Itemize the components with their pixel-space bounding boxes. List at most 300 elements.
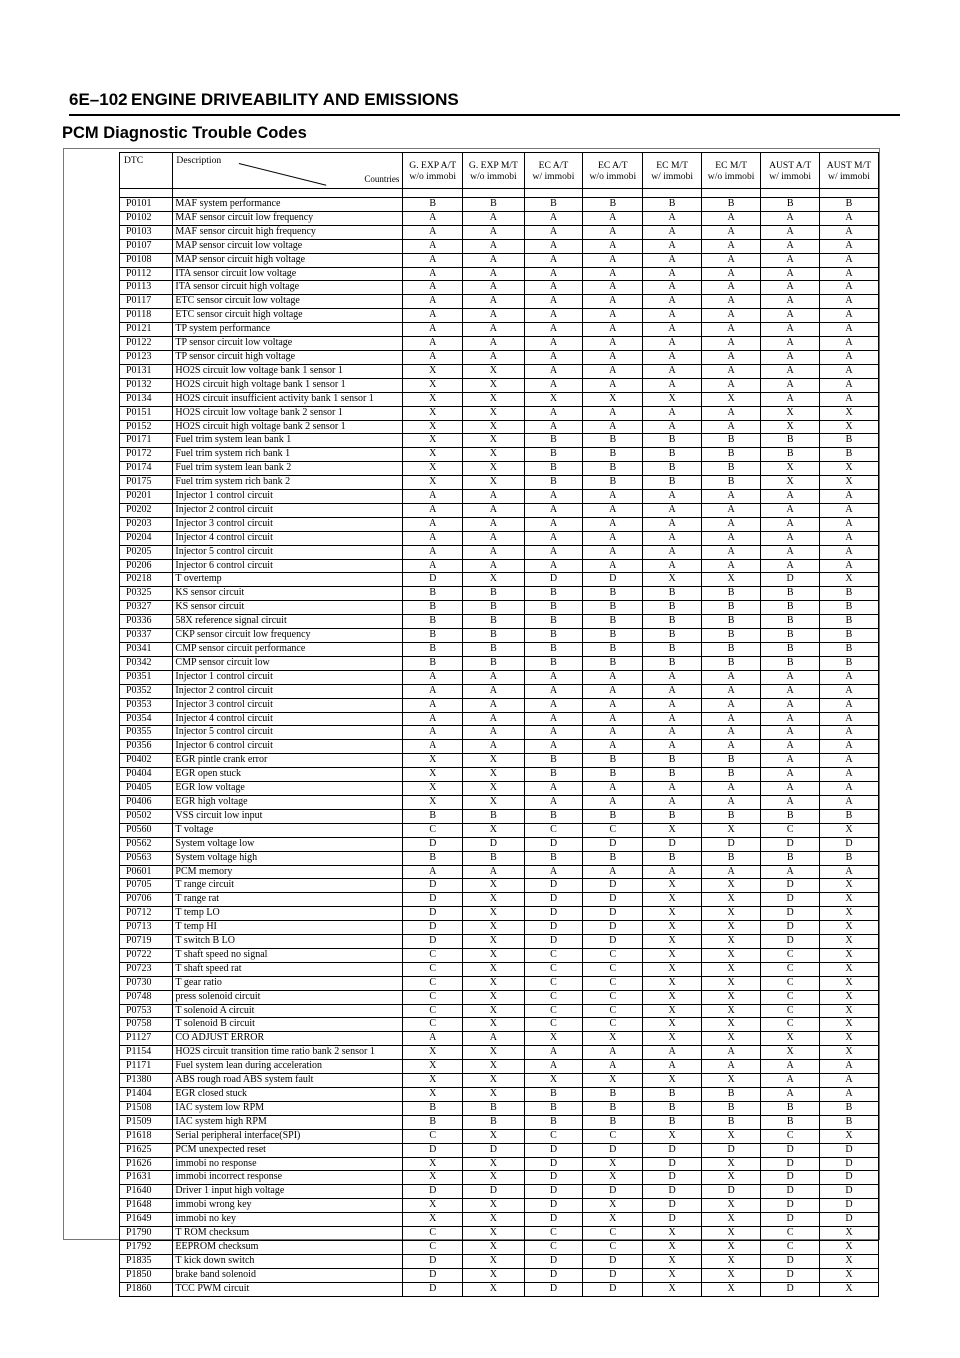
dtc-code-cell: P1404	[120, 1088, 173, 1102]
status-cell: A	[583, 225, 643, 239]
status-cell: B	[583, 448, 643, 462]
status-cell: D	[403, 1254, 463, 1268]
status-cell: A	[701, 684, 761, 698]
status-cell: A	[761, 239, 819, 253]
status-cell: C	[583, 1129, 643, 1143]
status-cell: B	[583, 434, 643, 448]
status-cell: B	[403, 1101, 463, 1115]
status-cell: A	[403, 698, 463, 712]
status-cell: X	[463, 948, 525, 962]
status-cell: A	[643, 239, 701, 253]
status-cell: A	[403, 295, 463, 309]
status-cell: X	[819, 907, 878, 921]
status-cell: B	[643, 601, 701, 615]
status-cell: A	[819, 698, 878, 712]
description-cell: MAF sensor circuit high frequency	[173, 225, 403, 239]
status-cell: A	[819, 211, 878, 225]
status-cell: X	[643, 392, 701, 406]
status-cell: A	[643, 782, 701, 796]
status-cell: B	[643, 851, 701, 865]
status-cell: X	[403, 476, 463, 490]
status-cell: B	[524, 656, 582, 670]
dtc-code-cell: P1835	[120, 1254, 173, 1268]
status-cell: X	[819, 1032, 878, 1046]
status-cell: A	[761, 712, 819, 726]
table-row	[120, 1213, 879, 1227]
status-cell: A	[701, 337, 761, 351]
status-cell: A	[524, 726, 582, 740]
dtc-code-cell: P0353	[120, 698, 173, 712]
table-row	[120, 893, 879, 907]
status-cell: B	[701, 1088, 761, 1102]
status-cell: A	[819, 545, 878, 559]
market-line-1: EC M/T	[715, 159, 747, 171]
status-cell: A	[403, 239, 463, 253]
table-row	[120, 531, 879, 545]
dtc-code-cell: P0713	[120, 921, 173, 935]
table-row	[120, 935, 879, 949]
description-cell: Injector 2 control circuit	[173, 684, 403, 698]
status-cell: X	[819, 962, 878, 976]
status-cell: X	[643, 948, 701, 962]
status-cell: X	[463, 476, 525, 490]
status-cell: A	[463, 684, 525, 698]
description-cell: immobi wrong key	[173, 1199, 403, 1213]
status-cell: A	[701, 364, 761, 378]
status-cell: B	[819, 1101, 878, 1115]
status-cell: X	[761, 420, 819, 434]
status-cell: A	[463, 490, 525, 504]
status-cell: B	[701, 1115, 761, 1129]
status-cell: X	[701, 879, 761, 893]
status-cell: B	[761, 1115, 819, 1129]
status-cell: X	[463, 392, 525, 406]
status-cell: B	[583, 1101, 643, 1115]
status-cell: A	[819, 670, 878, 684]
status-cell: A	[583, 1046, 643, 1060]
status-cell: A	[701, 420, 761, 434]
status-cell: X	[819, 990, 878, 1004]
status-cell: A	[761, 698, 819, 712]
table-row	[120, 837, 879, 851]
dtc-code-cell: P0202	[120, 503, 173, 517]
status-cell: A	[819, 364, 878, 378]
dtc-code-cell: P0402	[120, 754, 173, 768]
status-cell: B	[524, 1088, 582, 1102]
status-cell: A	[583, 1060, 643, 1074]
description-cell: ETC sensor circuit high voltage	[173, 309, 403, 323]
status-cell: C	[524, 823, 582, 837]
status-cell: D	[524, 1157, 582, 1171]
status-cell: A	[583, 726, 643, 740]
status-cell: A	[819, 517, 878, 531]
status-cell: B	[701, 198, 761, 212]
description-cell: T shaft speed no signal	[173, 948, 403, 962]
table-row	[120, 559, 879, 573]
status-cell: A	[524, 309, 582, 323]
status-cell: A	[583, 281, 643, 295]
status-cell: A	[701, 865, 761, 879]
status-cell: X	[403, 1060, 463, 1074]
table-row	[120, 656, 879, 670]
status-cell: A	[819, 490, 878, 504]
status-cell: A	[701, 712, 761, 726]
status-cell: A	[701, 1060, 761, 1074]
status-cell: C	[583, 976, 643, 990]
status-cell: B	[583, 851, 643, 865]
status-cell: A	[583, 323, 643, 337]
status-cell: A	[701, 281, 761, 295]
status-cell: A	[463, 865, 525, 879]
status-cell: A	[524, 420, 582, 434]
status-cell: X	[463, 823, 525, 837]
status-cell: A	[463, 531, 525, 545]
status-cell: A	[701, 698, 761, 712]
status-cell: D	[583, 921, 643, 935]
status-cell: A	[403, 684, 463, 698]
status-cell: A	[701, 350, 761, 364]
status-cell: A	[819, 782, 878, 796]
status-cell: A	[403, 517, 463, 531]
status-cell: B	[761, 601, 819, 615]
description-cell: Injector 1 control circuit	[173, 670, 403, 684]
table-row	[120, 1074, 879, 1088]
status-cell: A	[463, 1032, 525, 1046]
status-cell: D	[524, 893, 582, 907]
status-cell: A	[524, 323, 582, 337]
status-cell: A	[524, 712, 582, 726]
dtc-code-cell: P0171	[120, 434, 173, 448]
status-cell: B	[524, 754, 582, 768]
status-cell: X	[463, 768, 525, 782]
status-cell: D	[643, 1171, 701, 1185]
status-cell: A	[819, 239, 878, 253]
status-cell: B	[463, 809, 525, 823]
status-cell: A	[761, 545, 819, 559]
table-row	[120, 448, 879, 462]
status-cell: X	[819, 1129, 878, 1143]
description-cell: EGR open stuck	[173, 768, 403, 782]
status-cell: A	[583, 337, 643, 351]
dtc-code-cell: P0103	[120, 225, 173, 239]
status-cell: A	[403, 726, 463, 740]
status-cell: X	[463, 378, 525, 392]
status-cell: X	[701, 990, 761, 1004]
description-cell: KS sensor circuit	[173, 587, 403, 601]
status-cell: A	[403, 865, 463, 879]
description-cell: KS sensor circuit	[173, 601, 403, 615]
table-row	[120, 1171, 879, 1185]
status-cell: X	[524, 1032, 582, 1046]
status-cell: B	[403, 587, 463, 601]
status-cell: B	[701, 851, 761, 865]
status-cell: X	[643, 1074, 701, 1088]
status-cell: B	[524, 1115, 582, 1129]
status-cell: A	[761, 490, 819, 504]
status-cell: A	[761, 364, 819, 378]
status-cell: X	[643, 1227, 701, 1241]
column-header-market	[761, 153, 819, 189]
status-cell: X	[761, 462, 819, 476]
status-cell: A	[583, 782, 643, 796]
status-cell: A	[524, 782, 582, 796]
table-row	[120, 503, 879, 517]
status-cell: A	[524, 517, 582, 531]
status-cell: B	[701, 476, 761, 490]
status-cell: A	[403, 490, 463, 504]
status-cell: A	[761, 225, 819, 239]
status-cell: X	[463, 893, 525, 907]
status-cell: C	[524, 1240, 582, 1254]
status-cell: A	[643, 281, 701, 295]
status-cell: A	[701, 1046, 761, 1060]
description-cell: T temp LO	[173, 907, 403, 921]
status-cell: D	[524, 1171, 582, 1185]
status-cell: A	[643, 323, 701, 337]
status-cell: C	[524, 1227, 582, 1241]
description-cell: CO ADJUST ERROR	[173, 1032, 403, 1046]
dtc-code-cell: P0753	[120, 1004, 173, 1018]
status-cell: X	[819, 573, 878, 587]
status-cell: D	[524, 1254, 582, 1268]
dtc-code-cell: P0172	[120, 448, 173, 462]
status-cell: B	[463, 601, 525, 615]
status-cell: A	[643, 253, 701, 267]
description-cell: HO2S circuit transition time ratio bank 2 sensor 1	[173, 1046, 403, 1060]
status-cell: A	[819, 392, 878, 406]
status-cell: D	[701, 1185, 761, 1199]
status-cell: D	[761, 935, 819, 949]
status-cell: A	[403, 350, 463, 364]
status-cell: B	[403, 629, 463, 643]
status-cell: X	[643, 1018, 701, 1032]
status-cell: C	[761, 823, 819, 837]
status-cell: X	[701, 1227, 761, 1241]
status-cell: A	[524, 559, 582, 573]
status-cell: B	[701, 809, 761, 823]
status-cell: D	[524, 1185, 582, 1199]
status-cell: X	[463, 573, 525, 587]
status-cell: D	[643, 1199, 701, 1213]
description-cell: ETC sensor circuit low voltage	[173, 295, 403, 309]
dtc-code-cell: P0132	[120, 378, 173, 392]
status-cell: A	[701, 740, 761, 754]
table-row	[120, 670, 879, 684]
description-cell: MAP sensor circuit high voltage	[173, 253, 403, 267]
status-cell: B	[524, 476, 582, 490]
table-row	[120, 350, 879, 364]
dtc-code-cell: P1154	[120, 1046, 173, 1060]
status-cell: A	[583, 309, 643, 323]
status-cell: A	[819, 726, 878, 740]
status-cell: X	[463, 754, 525, 768]
dtc-code-cell: P1850	[120, 1268, 173, 1282]
table-row	[120, 1268, 879, 1282]
status-cell: A	[524, 740, 582, 754]
status-cell: D	[403, 893, 463, 907]
dtc-code-cell: P0102	[120, 211, 173, 225]
status-cell: B	[761, 643, 819, 657]
dtc-code-cell: P0748	[120, 990, 173, 1004]
table-row	[120, 823, 879, 837]
status-cell: C	[583, 948, 643, 962]
status-cell: A	[761, 754, 819, 768]
status-cell: X	[819, 1004, 878, 1018]
description-cell: Injector 3 control circuit	[173, 698, 403, 712]
dtc-code-cell: P1640	[120, 1185, 173, 1199]
status-cell: B	[819, 851, 878, 865]
table-row	[120, 1060, 879, 1074]
description-cell: CMP sensor circuit performance	[173, 643, 403, 657]
status-cell: B	[819, 601, 878, 615]
status-cell: D	[583, 879, 643, 893]
status-cell: C	[524, 1018, 582, 1032]
status-cell: A	[524, 795, 582, 809]
status-cell: X	[701, 1268, 761, 1282]
status-cell: X	[701, 948, 761, 962]
status-cell: A	[819, 1060, 878, 1074]
table-row	[120, 1227, 879, 1241]
table-row	[120, 865, 879, 879]
description-cell: Injector 4 control circuit	[173, 712, 403, 726]
table-row	[120, 754, 879, 768]
table-row	[120, 309, 879, 323]
description-cell: T temp HI	[173, 921, 403, 935]
status-cell: B	[701, 656, 761, 670]
status-cell: X	[403, 406, 463, 420]
dtc-code-cell: P0719	[120, 935, 173, 949]
table-row	[120, 1240, 879, 1254]
status-cell: B	[701, 643, 761, 657]
status-cell: A	[761, 865, 819, 879]
status-cell: X	[583, 1171, 643, 1185]
status-cell: C	[524, 948, 582, 962]
column-header-description	[173, 153, 403, 189]
status-cell: X	[701, 1199, 761, 1213]
description-cell: MAF system performance	[173, 198, 403, 212]
dtc-code-cell: P0218	[120, 573, 173, 587]
status-cell: A	[761, 670, 819, 684]
status-cell: X	[463, 1268, 525, 1282]
status-cell: C	[761, 1004, 819, 1018]
status-cell: A	[643, 712, 701, 726]
description-cell: T range circuit	[173, 879, 403, 893]
status-cell: B	[819, 643, 878, 657]
status-cell: C	[583, 1004, 643, 1018]
status-cell: X	[463, 1046, 525, 1060]
status-cell: X	[701, 1282, 761, 1296]
status-cell: A	[583, 559, 643, 573]
market-line-2: w/o immobi	[589, 170, 637, 182]
status-cell: B	[701, 768, 761, 782]
status-cell: X	[463, 990, 525, 1004]
status-cell: X	[403, 754, 463, 768]
table-row	[120, 907, 879, 921]
status-cell: B	[761, 851, 819, 865]
description-cell: IAC system high RPM	[173, 1115, 403, 1129]
description-cell: 58X reference signal circuit	[173, 615, 403, 629]
table-row	[120, 406, 879, 420]
status-cell: A	[643, 364, 701, 378]
status-cell: C	[583, 1227, 643, 1241]
status-cell: D	[403, 1282, 463, 1296]
status-cell: A	[463, 267, 525, 281]
status-cell: A	[643, 337, 701, 351]
dtc-code-cell: P0325	[120, 587, 173, 601]
table-row	[120, 462, 879, 476]
dtc-code-cell: P0121	[120, 323, 173, 337]
status-cell: B	[463, 629, 525, 643]
table-row	[120, 420, 879, 434]
header-spacer-row	[120, 189, 879, 198]
description-cell: TP sensor circuit high voltage	[173, 350, 403, 364]
status-cell: A	[643, 726, 701, 740]
status-cell: A	[643, 420, 701, 434]
status-cell: A	[819, 684, 878, 698]
description-cell: T range rat	[173, 893, 403, 907]
status-cell: C	[761, 948, 819, 962]
status-cell: A	[524, 211, 582, 225]
description-cell: EGR pintle crank error	[173, 754, 403, 768]
status-cell: B	[819, 809, 878, 823]
description-cell: Injector 3 control circuit	[173, 517, 403, 531]
status-cell: A	[463, 740, 525, 754]
status-cell: B	[583, 1115, 643, 1129]
status-cell: X	[463, 921, 525, 935]
status-cell: D	[583, 1143, 643, 1157]
status-cell: C	[403, 1018, 463, 1032]
status-cell: A	[583, 420, 643, 434]
status-cell: X	[819, 1282, 878, 1296]
table-row	[120, 267, 879, 281]
status-cell: X	[463, 1240, 525, 1254]
status-cell: X	[403, 768, 463, 782]
status-cell: A	[701, 670, 761, 684]
status-cell: X	[819, 948, 878, 962]
status-cell: X	[403, 1157, 463, 1171]
status-cell: A	[524, 531, 582, 545]
table-row	[120, 962, 879, 976]
table-row	[120, 1185, 879, 1199]
market-line-2: w/o immobi	[470, 170, 517, 182]
status-cell: A	[583, 684, 643, 698]
description-cell: HO2S circuit low voltage bank 2 sensor 1	[173, 406, 403, 420]
status-cell: B	[403, 615, 463, 629]
status-cell: A	[761, 267, 819, 281]
status-cell: B	[643, 448, 701, 462]
status-cell: C	[524, 962, 582, 976]
status-cell: A	[524, 670, 582, 684]
status-cell: X	[701, 1240, 761, 1254]
status-cell: A	[403, 503, 463, 517]
status-cell: X	[819, 893, 878, 907]
status-cell: C	[583, 990, 643, 1004]
description-cell: Fuel system lean during acceleration	[173, 1060, 403, 1074]
status-cell: X	[524, 392, 582, 406]
dtc-code-cell: P0337	[120, 629, 173, 643]
status-cell: X	[463, 1060, 525, 1074]
status-cell: B	[583, 656, 643, 670]
status-cell: C	[403, 1227, 463, 1241]
status-cell: A	[643, 545, 701, 559]
status-cell: D	[761, 1199, 819, 1213]
status-cell: B	[463, 1101, 525, 1115]
status-cell: A	[643, 378, 701, 392]
status-cell: A	[819, 712, 878, 726]
status-cell: X	[643, 1129, 701, 1143]
status-cell: X	[643, 1032, 701, 1046]
table-row	[120, 392, 879, 406]
